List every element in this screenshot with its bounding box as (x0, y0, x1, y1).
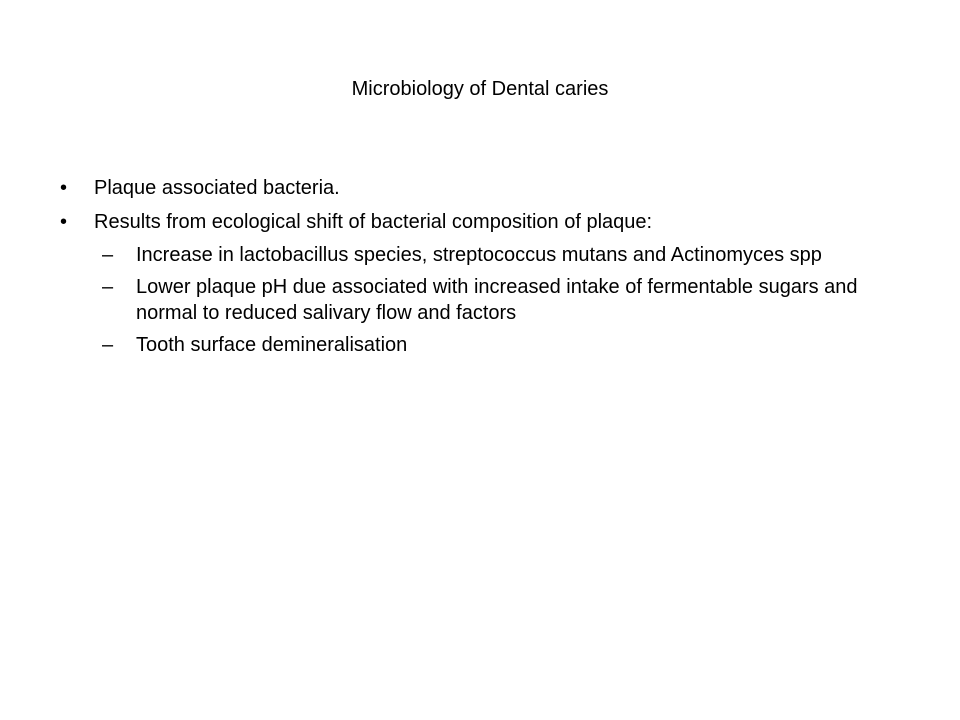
sub-bullet-item (102, 274, 900, 326)
dash-marker: – (102, 276, 114, 298)
sub-bullet-text: Lower plaque pH due associated with increased intake of fermentable sugars and normal to reduced salivary flow and factors (136, 276, 858, 324)
sub-bullet-item (102, 242, 900, 268)
dash-marker: – (102, 244, 114, 266)
bullet-marker: • (60, 211, 68, 233)
bullet-text: Plaque associated bacteria. (94, 177, 340, 199)
bullet-item (60, 174, 900, 202)
sub-bullet-text: Tooth surface demineralisation (136, 334, 408, 356)
bullet-text: Results from ecological shift of bacterial composition of plaque: (94, 211, 653, 233)
bullet-item (60, 208, 900, 236)
dash-marker: – (102, 334, 114, 356)
bullet-marker: • (60, 177, 68, 199)
slide-title: Microbiology of Dental caries (351, 78, 609, 100)
bullet-list (60, 174, 900, 364)
sub-bullet-item (102, 332, 900, 358)
sub-bullet-text: Increase in lactobacillus species, streptococcus mutans and Actinomyces spp (136, 244, 822, 266)
